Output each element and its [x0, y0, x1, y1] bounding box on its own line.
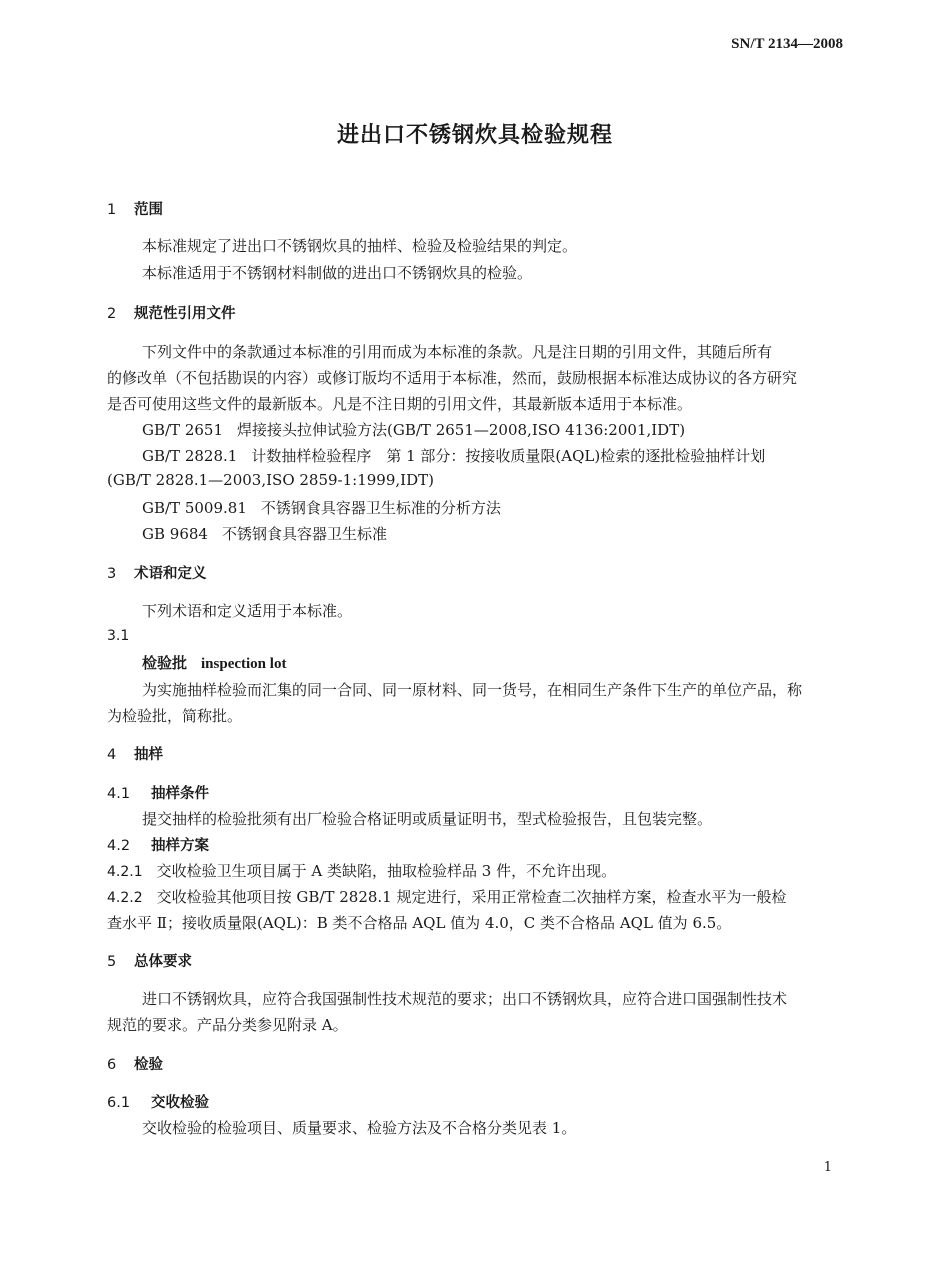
clause-4-1-text: 提交抽样的检验批须有出厂检验合格证明或质量证明书，型式检验报告，且包装完整。: [142, 810, 713, 828]
clause-6-1-text: 交收检验的检验项目、质量要求、检验方法及不合格分类见表 1。: [142, 1119, 577, 1137]
term-entry: [142, 652, 286, 673]
section-number: 6: [107, 1057, 117, 1073]
sec1-paragraph-1: 本标准规定了进出口不锈钢炊具的抽样、检验及检验结果的判定。: [142, 237, 578, 255]
page-number: 1: [823, 1160, 832, 1175]
section-title: 检验: [134, 1057, 163, 1073]
standard-code: SN/T 2134—2008: [731, 36, 843, 52]
section-title: 范围: [134, 202, 163, 218]
section-title: 抽样: [134, 747, 163, 763]
reference-item: [142, 523, 387, 544]
term-definition-line-2: 为检验批，简称批。: [107, 707, 243, 725]
clause-number: 4.2.2: [107, 890, 143, 906]
section-number: 4: [107, 747, 117, 763]
section-title: 规范性引用文件: [134, 306, 236, 322]
document-title: 进出口不锈钢炊具检验规程: [336, 123, 613, 148]
clause-title: 交收检验: [151, 1095, 209, 1111]
section-6-heading: [107, 1053, 163, 1074]
term-definition-line-1: 为实施抽样检验而汇集的同一合同、同一原材料、同一货号，在相同生产条件下生产的单位产品，称: [142, 681, 803, 699]
section-4-heading: [107, 743, 163, 764]
reference-continuation: (GB/T 2828.1—2003,ISO 2859-1:1999,IDT): [107, 471, 434, 489]
clause-text: 交收检验其他项目按 GB/T 2828.1 规定进行，采用正常检查二次抽样方案，检查水平为一般检: [156, 888, 787, 906]
clause-4-2-2-continuation: 查水平 Ⅱ；接收质量限(AQL)：B 类不合格品 AQL 值为 4.0，C 类不合格品 AQL 值为 6.5。: [107, 914, 732, 932]
reference-item: [142, 445, 765, 466]
sec3-paragraph-1: 下列术语和定义适用于本标准。: [142, 602, 353, 620]
clause-number: 4.2.1: [107, 864, 143, 880]
section-title: 总体要求: [134, 954, 192, 970]
section-2-heading: [107, 302, 236, 323]
section-number: 3: [107, 566, 117, 582]
clause-4-2-1: [107, 860, 616, 881]
clause-3-1-number: [107, 626, 143, 644]
section-number: 1: [107, 202, 117, 218]
reference-title: 不锈钢食具容器卫生标准: [221, 525, 387, 543]
section-5-heading: [107, 950, 192, 971]
clause-6-1-heading: [107, 1091, 209, 1112]
section-1-heading: [107, 198, 163, 219]
sec5-line-2: 规范的要求。产品分类参见附录 A。: [107, 1016, 348, 1034]
clause-number: 4.2: [107, 838, 131, 854]
clause-text: 交收检验卫生项目属于 A 类缺陷，抽取检验样品 3 件，不允许出现。: [156, 862, 617, 880]
reference-code: GB/T 2828.1: [142, 447, 238, 465]
clause-4-2-heading: [107, 834, 209, 855]
term-chinese: 检验批: [142, 654, 188, 672]
section-title: 术语和定义: [134, 566, 207, 582]
reference-item: [142, 419, 685, 440]
section-3-heading: [107, 562, 207, 583]
sec1-paragraph-2: 本标准适用于不锈钢材料制做的进出口不锈钢炊具的检验。: [142, 264, 533, 282]
clause-number: 4.1: [107, 786, 131, 802]
section-number: 5: [107, 954, 117, 970]
clause-4-2-2: [107, 886, 786, 907]
clause-number: 6.1: [107, 1095, 131, 1111]
term-english: inspection lot: [201, 656, 287, 672]
clause-title: 抽样方案: [151, 838, 209, 854]
reference-code: GB/T 5009.81: [142, 499, 247, 517]
reference-title: 焊接接头拉伸试验方法(GB/T 2651—2008,ISO 4136:2001,IDT): [237, 421, 686, 439]
clause-title: 抽样条件: [151, 786, 209, 802]
sec2-intro-line-3: 是否可使用这些文件的最新版本。凡是不注日期的引用文件，其最新版本适用于本标准。: [107, 395, 693, 413]
section-number: 2: [107, 306, 117, 322]
reference-item: [142, 497, 501, 518]
sec2-intro-line-2: 的修改单（不包括勘误的内容）或修订版均不适用于本标准，然而，鼓励根据本标准达成协议的各方研究: [107, 369, 798, 387]
reference-title: 不锈钢食具容器卫生标准的分析方法: [260, 499, 501, 517]
sec5-line-1: 进口不锈钢炊具，应符合我国强制性技术规范的要求；出口不锈钢炊具，应符合进口国强制性技术: [142, 990, 788, 1008]
sec2-intro-line-1: 下列文件中的条款通过本标准的引用而成为本标准的条款。凡是注日期的引用文件，其随后所有: [142, 343, 773, 361]
clause-4-1-heading: [107, 782, 209, 803]
clause-number: 3.1: [107, 628, 130, 644]
reference-title: 计数抽样检验程序 第 1 部分：按接收质量限(AQL)检索的逐批检验抽样计划: [251, 447, 766, 465]
reference-code: GB/T 2651: [142, 421, 224, 439]
reference-code: GB 9684: [142, 525, 208, 543]
